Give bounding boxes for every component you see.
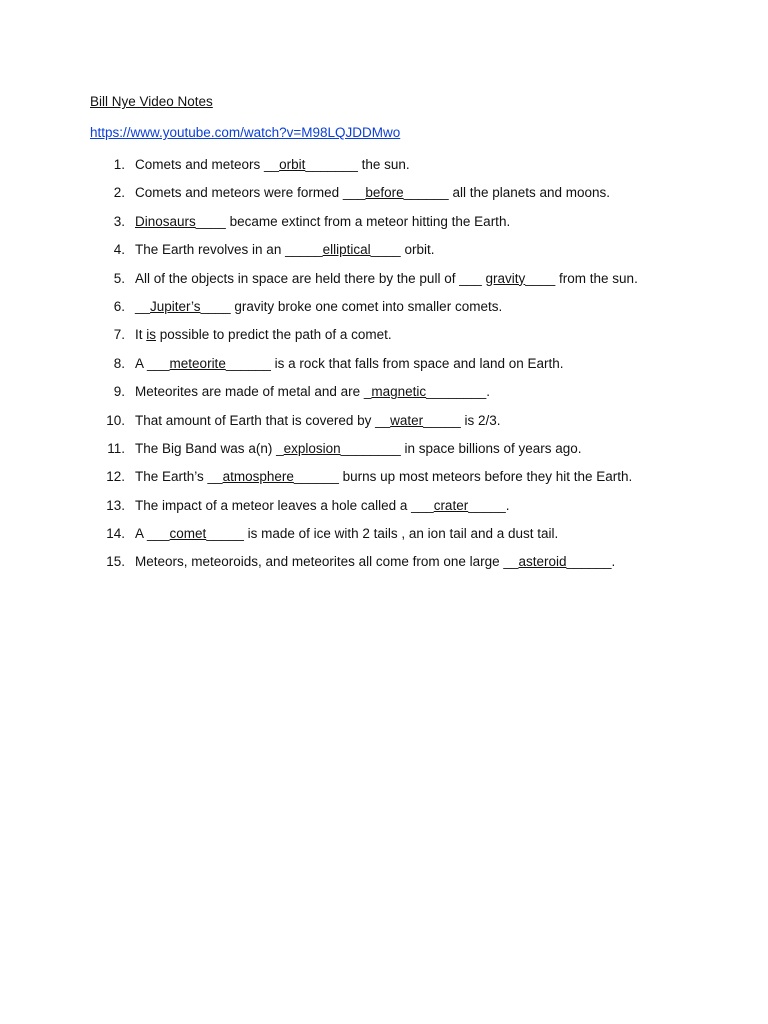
item-number: 7. [113, 327, 125, 343]
answer-text: comet [169, 526, 207, 542]
list-item [0, 213, 768, 241]
item-text: Dinosaurs____ became extinct from a meteor hitting the Earth. [135, 213, 511, 229]
item-number: 5. [113, 270, 125, 286]
item-number: 8. [113, 355, 125, 371]
item-number: 15. [106, 554, 125, 570]
item-number: 9. [113, 384, 125, 400]
document-heading: Bill Nye Video Notes [90, 94, 213, 109]
list-item [0, 440, 768, 468]
item-number: 13. [106, 497, 125, 513]
answer-text: orbit [279, 157, 306, 172]
notes-list [0, 156, 768, 582]
list-item [0, 525, 768, 553]
answer-text: before [365, 185, 404, 201]
list-item [0, 383, 768, 411]
item-text: All of the objects in space are held there by the pull of ___ gravity____ from the sun. [135, 270, 638, 286]
answer-text: Dinosaurs [135, 213, 196, 229]
item-text: A ___meteorite______ is a rock that falls from space and land on Earth. [135, 355, 564, 371]
answer-text: magnetic [371, 384, 427, 400]
answer-text: elliptical [322, 242, 371, 258]
item-number: 10. [106, 412, 125, 428]
answer-text: meteorite [169, 355, 226, 371]
list-item [0, 355, 768, 383]
answer-text: atmosphere [222, 469, 294, 485]
item-text: __Jupiter’s____ gravity broke one comet into smaller comets. [135, 298, 503, 314]
item-text: Meteors, meteoroids, and meteorites all come from one large __asteroid______. [135, 554, 616, 570]
list-item [0, 270, 768, 298]
item-text: Meteorites are made of metal and are _magnetic________. [135, 384, 490, 400]
item-text: A ___comet_____ is made of ice with 2 tails , an ion tail and a dust tail. [135, 526, 559, 542]
item-number: 11. [107, 440, 125, 456]
list-item [0, 156, 768, 184]
list-item [0, 298, 768, 326]
item-text: Comets and meteors were formed ___before______ all the planets and moons. [135, 185, 611, 201]
answer-text: asteroid [518, 554, 567, 570]
answer-text: crater [433, 497, 469, 513]
item-number: 1. [113, 157, 125, 172]
item-number: 14. [106, 526, 125, 542]
youtube-link[interactable]: https://www.youtube.com/watch?v=M98LQJDDMwo [90, 125, 401, 140]
list-item [0, 468, 768, 496]
list-item [0, 553, 768, 581]
answer-text: Jupiter’s [150, 298, 201, 314]
item-text: Comets and meteors __orbit_______ the sun. [135, 157, 410, 172]
item-text: The impact of a meteor leaves a hole called a ___crater_____. [135, 497, 510, 513]
item-number: 3. [113, 213, 125, 229]
item-number: 4. [113, 242, 125, 258]
item-text: The Earth’s __atmosphere______ burns up most meteors before they hit the Earth. [135, 469, 633, 485]
list-item [0, 412, 768, 440]
answer-text: water [390, 412, 424, 428]
item-text: That amount of Earth that is covered by __water_____ is 2/3. [135, 412, 501, 428]
list-item [0, 326, 768, 354]
list-item [0, 497, 768, 525]
answer-text: explosion [283, 440, 341, 456]
item-text: It is possible to predict the path of a comet. [135, 327, 392, 343]
item-number: 2. [113, 185, 125, 201]
answer-text: is [146, 327, 157, 343]
item-number: 6. [113, 298, 125, 314]
item-text: The Big Band was a(n) _explosion________ in space billions of years ago. [135, 440, 582, 456]
answer-text: gravity [485, 270, 526, 286]
list-item [0, 184, 768, 212]
item-number: 12. [106, 469, 125, 485]
item-text: The Earth revolves in an _____elliptical____ orbit. [135, 242, 435, 258]
list-item [0, 241, 768, 269]
